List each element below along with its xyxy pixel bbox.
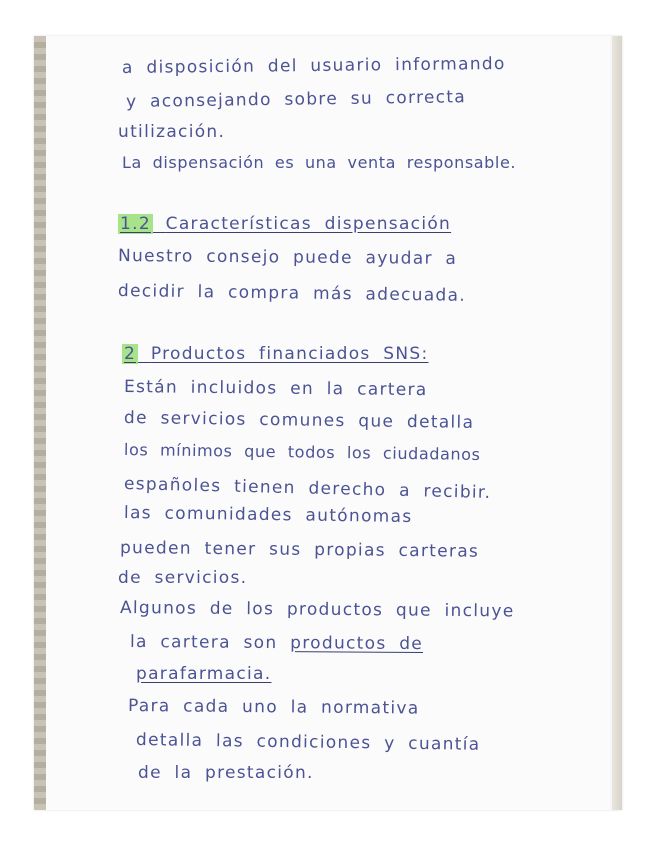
text-line: de servicios comunes que detalla bbox=[123, 408, 475, 433]
text-line: Están incluidos en la cartera bbox=[123, 377, 428, 401]
text-line: a disposición del usuario informando bbox=[121, 53, 506, 78]
text-line: La dispensación es una venta responsable. bbox=[122, 153, 517, 172]
text-line: y aconsejando sobre su correcta bbox=[125, 87, 467, 112]
text-fragment: la cartera son bbox=[129, 632, 278, 654]
text-line: las comunidades autónomas bbox=[123, 503, 413, 528]
text-line: españoles tienen derecho a recibir. bbox=[123, 474, 492, 503]
underlined-phrase: parafarmacia. bbox=[136, 664, 272, 684]
heading-title: Productos financiados SNS: bbox=[150, 344, 429, 364]
text-line: utilización. bbox=[118, 122, 226, 142]
page-edge bbox=[612, 36, 622, 810]
text-line: Nuestro consejo puede ayudar a bbox=[117, 246, 458, 269]
section-heading bbox=[118, 214, 451, 234]
text-line bbox=[136, 664, 271, 684]
heading-title: Características dispensación bbox=[165, 214, 452, 234]
text-line: decidir la compra más adecuada. bbox=[117, 281, 467, 306]
text-line: de la prestación. bbox=[138, 763, 314, 783]
text-line bbox=[130, 632, 423, 654]
text-line: de servicios. bbox=[118, 568, 248, 588]
text-line: Para cada uno la normativa bbox=[127, 696, 420, 719]
underlined-phrase: productos de bbox=[290, 633, 424, 655]
text-line: pueden tener sus propias carteras bbox=[119, 538, 480, 562]
text-line: detalla las condiciones y cuantía bbox=[135, 730, 481, 755]
heading-number: 1.2 bbox=[120, 214, 151, 234]
text-line: Algunos de los productos que incluye bbox=[119, 598, 515, 622]
heading-number: 2 bbox=[124, 344, 137, 364]
text-line: los mínimos que todos los ciudadanos bbox=[123, 440, 481, 464]
section-heading bbox=[122, 344, 429, 364]
